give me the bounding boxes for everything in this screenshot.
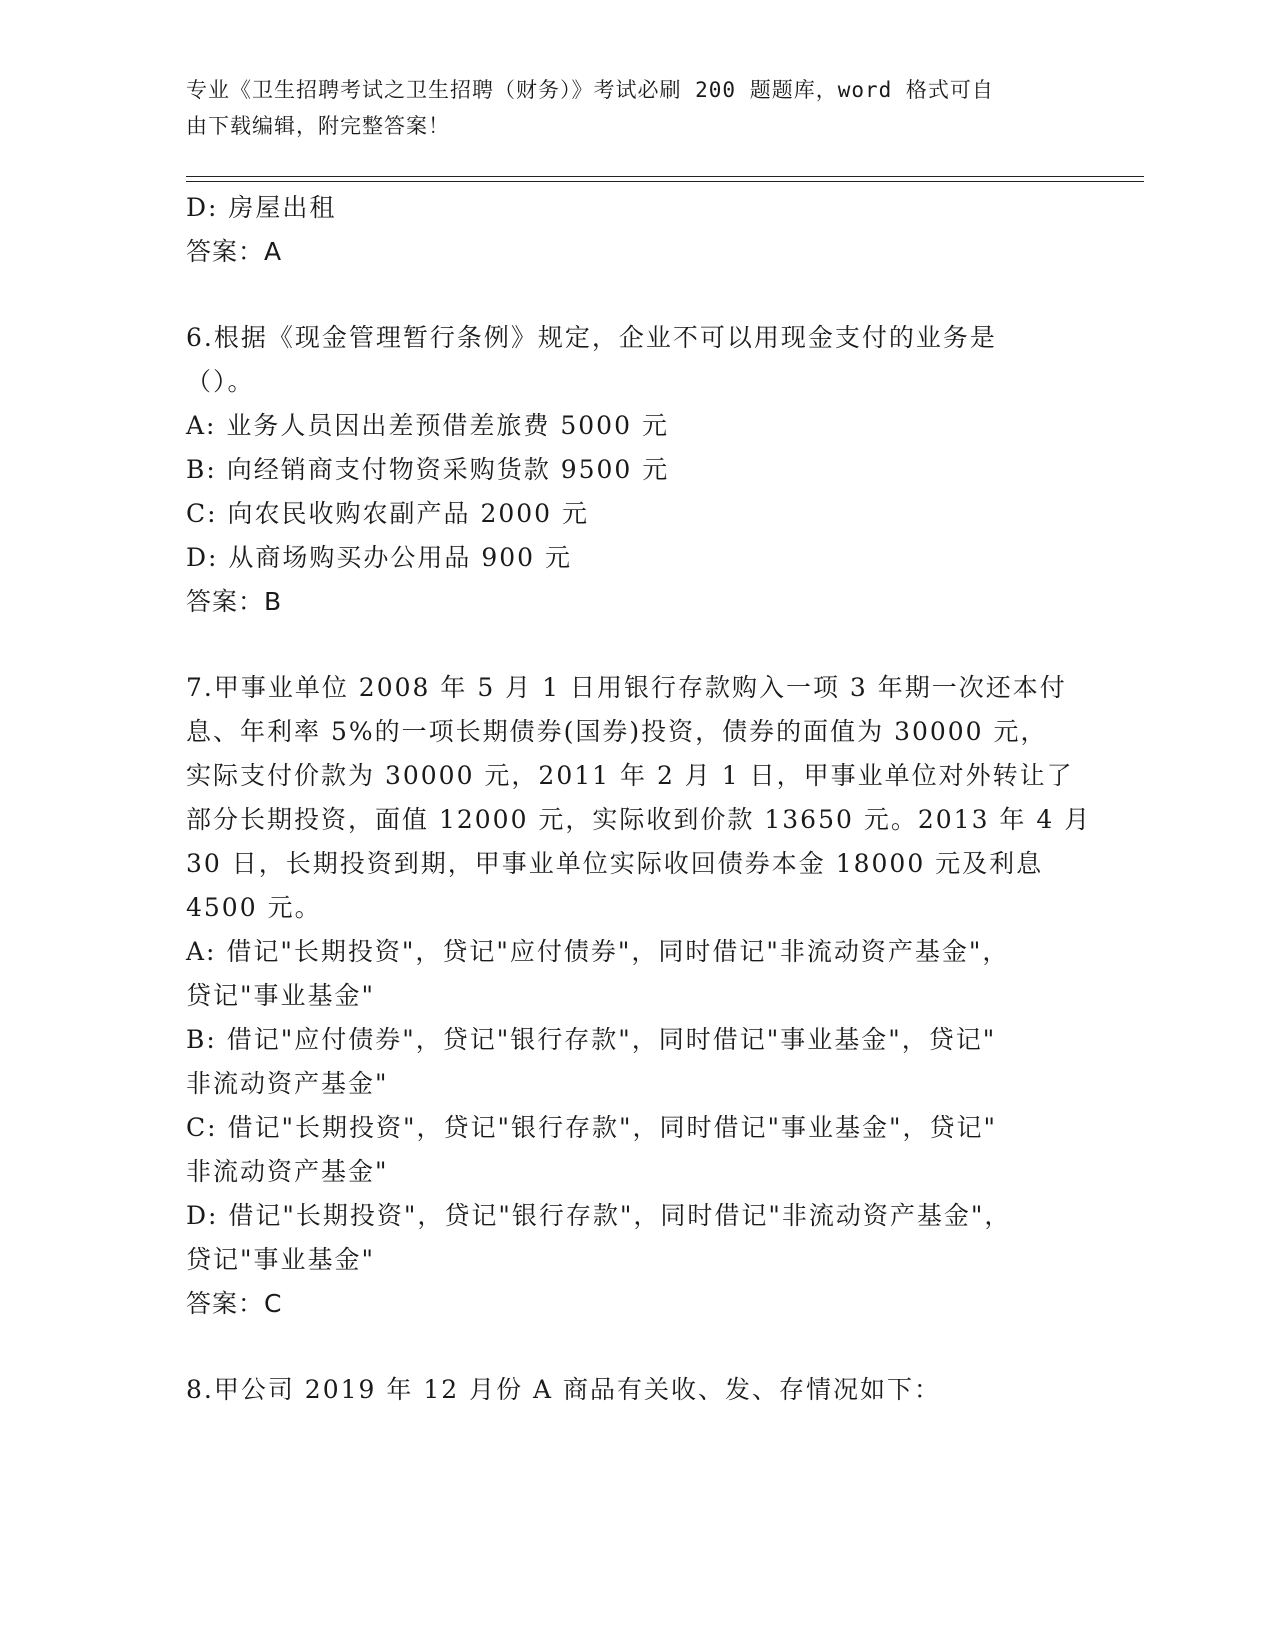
q7-stem-line: 4500 元。 xyxy=(186,893,322,922)
q7-stem-line: 部分长期投资，面值 12000 元，实际收到价款 13650 元。2013 年 4 月 xyxy=(186,805,1092,834)
q7-stem-line: 息、年利率 5%的一项长期债券(国券)投资，债券的面值为 30000 元， xyxy=(186,717,1048,746)
q7-stem-line: 7.甲事业单位 2008 年 5 月 1 日用银行存款购入一项 3 年期一次还本付 xyxy=(186,673,1067,702)
header-rule-top xyxy=(186,176,1144,177)
q7-option-a-line-2: 贷记"事业基金" xyxy=(186,981,375,1010)
q7-option-d-line-2: 贷记"事业基金" xyxy=(186,1245,375,1274)
q7-option-d-line-1: D: 借记"长期投资"，贷记"银行存款"，同时借记"非流动资产基金"， xyxy=(186,1201,1012,1230)
q7-option-b-line-2: 非流动资产基金" xyxy=(186,1069,389,1098)
q7-option-c-line-2: 非流动资产基金" xyxy=(186,1157,389,1186)
q7-stem-line: 实际支付价款为 30000 元，2011 年 2 月 1 日，甲事业单位对外转让了 xyxy=(186,761,1074,790)
q7-option-a-line-1: A: 借记"长期投资"，贷记"应付债券"，同时借记"非流动资产基金"， xyxy=(186,937,1010,966)
q6-stem-line-2: （）。 xyxy=(186,367,255,396)
q7-answer: 答案：C xyxy=(186,1289,283,1318)
header-rule-bottom xyxy=(186,181,1144,182)
header-line-2: 由下载编辑，附完整答案！ xyxy=(186,114,450,138)
document-header xyxy=(186,72,1066,144)
q7-option-c-line-1: C: 借记"长期投资"，贷记"银行存款"，同时借记"事业基金"，贷记" xyxy=(186,1113,997,1142)
header-line-1: 专业《卫生招聘考试之卫生招聘（财务）》考试必刷 200 题题库，word 格式可自 xyxy=(186,78,994,102)
q6-answer: 答案：B xyxy=(186,587,283,616)
q6-option-c: C: 向农民收购农副产品 2000 元 xyxy=(186,499,590,528)
q6-option-a: A: 业务人员因出差预借差旅费 5000 元 xyxy=(186,411,669,440)
q8-stem-line-1: 8.甲公司 2019 年 12 月份 A 商品有关收、发、存情况如下： xyxy=(186,1375,942,1404)
q7-stem-line: 30 日，长期投资到期，甲事业单位实际收回债券本金 18000 元及利息 xyxy=(186,849,1044,878)
q6-option-d: D: 从商场购买办公用品 900 元 xyxy=(186,543,573,572)
q7-option-b-line-1: B: 借记"应付债券"，贷记"银行存款"，同时借记"事业基金"，贷记" xyxy=(186,1025,997,1054)
q6-option-b: B: 向经销商支付物资采购货款 9500 元 xyxy=(186,455,670,484)
q6-stem-line-1: 6.根据《现金管理暂行条例》规定，企业不可以用现金支付的业务是 xyxy=(186,323,997,352)
q5-option-d: D: 房屋出租 xyxy=(186,193,337,222)
q5-answer: 答案：A xyxy=(186,237,283,266)
